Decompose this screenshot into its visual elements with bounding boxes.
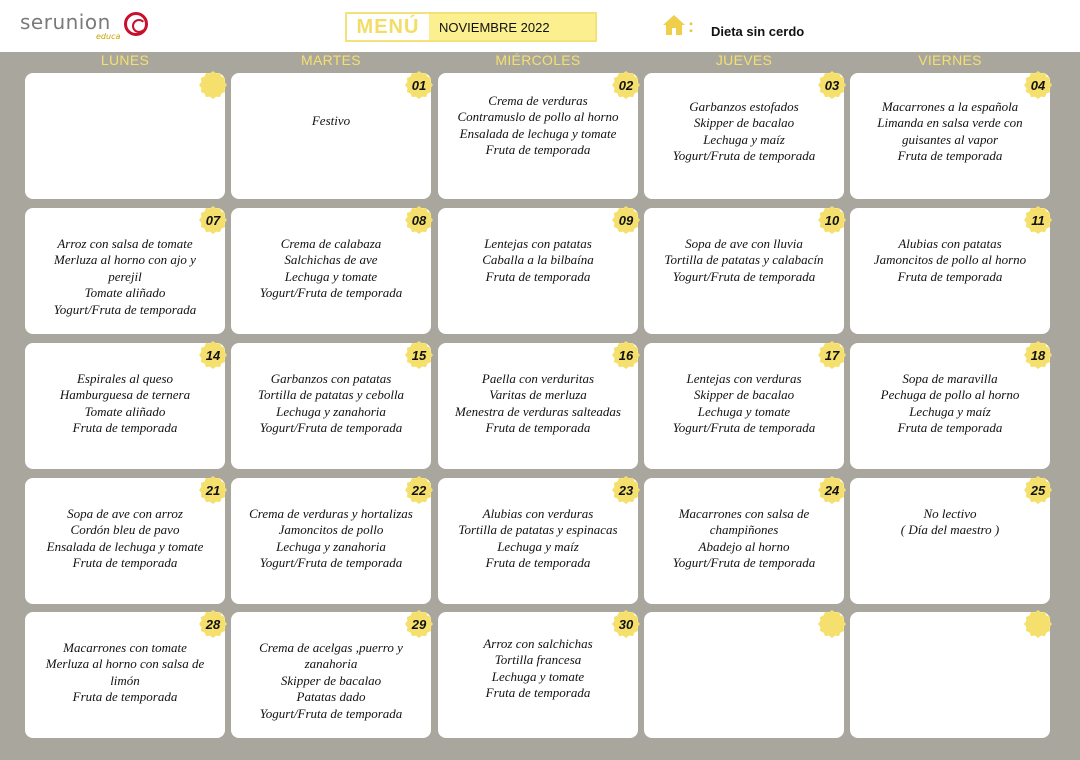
menu-dish: Tomate aliñado [84,285,166,301]
menu-dish: Merluza al horno con salsa de [45,656,205,672]
menu-dish: Merluza al horno con ajo y [54,252,196,268]
day-number: 23 [618,482,634,498]
menu-day-cell [644,343,844,469]
menu-day-cell [438,612,638,738]
home-icon [662,14,686,36]
day-number-badge [199,610,227,638]
menu-text [237,640,425,722]
menu-day-cell [644,73,844,199]
menu-text [444,236,632,285]
header-bar [0,0,1080,52]
day-number-badge [818,71,846,99]
weekday-header-3: JUEVES [715,52,773,68]
day-seal-icon [199,71,227,99]
menu-dish: Tortilla de patatas y cebolla [257,387,405,403]
menu-day-cell [25,208,225,334]
day-number: 21 [205,482,221,498]
day-number-badge [1024,206,1052,234]
menu-dish: champiñones [709,522,779,538]
menu-day-cell [25,343,225,469]
menu-dish: guisantes al vapor [901,131,999,147]
menu-text [856,371,1044,437]
menu-dish: Salchichas de ave [284,252,378,268]
menu-dish: zanahoria [304,656,358,672]
menu-dish: Varitas de merluza [489,387,587,403]
menu-day-cell [644,208,844,334]
day-number-badge [405,476,433,504]
menu-text [650,506,838,572]
menu-day-cell [850,343,1050,469]
menu-day-cell [850,612,1050,738]
menu-dish: Lechuga y zanahoria [276,538,386,554]
menu-dish: Lechuga y maíz [497,538,579,554]
menu-dish: Fruta de temporada [72,689,178,705]
menu-dish: Fruta de temporada [485,142,591,158]
menu-dish: Tortilla francesa [494,652,582,668]
day-number-badge [1024,610,1052,638]
menu-dish: Macarrones con salsa de [678,506,810,521]
weekday-header-4: VIERNES [918,52,982,68]
menu-day-cell [25,73,225,199]
menu-text [31,506,219,572]
day-number-badge [818,341,846,369]
day-number: 11 [1031,212,1045,228]
home-colon: : [688,16,694,36]
menu-dish: Yogurt/Fruta de temporada [53,301,197,317]
menu-dish: Abadejo al horno [698,538,790,554]
menu-dish: Skipper de bacalao [693,387,795,403]
day-number: 01 [411,77,427,93]
menu-dish: Tortilla de patatas y calabacín [664,252,824,268]
menu-title-badge [345,12,597,42]
day-number-badge [405,71,433,99]
menu-dish: Ensalada de lechuga y tomate [459,125,617,141]
menu-day-cell [850,478,1050,604]
menu-text [650,371,838,437]
menu-dish: Alubias con patatas [898,236,1002,251]
day-number-badge [612,476,640,504]
menu-dish: Yogurt/Fruta de temporada [259,285,403,301]
day-number-badge [405,341,433,369]
day-number-badge [1024,71,1052,99]
menu-dish: Jamoncitos de pollo al horno [873,252,1027,268]
menu-text [444,93,632,159]
menu-dish: Crema de acelgas ,puerro y [259,640,403,655]
day-number: 28 [205,616,221,632]
menu-dish: Fruta de temporada [485,268,591,284]
day-number: 29 [411,616,427,632]
day-number: 10 [824,212,840,228]
day-number-badge [405,206,433,234]
day-number: 09 [618,212,634,228]
menu-dish: Fruta de temporada [897,268,1003,284]
menu-dish: Lechuga y maíz [909,403,991,419]
menu-dish: Crema de verduras [488,93,588,108]
day-number: 18 [1030,347,1046,363]
menu-dish: Yogurt/Fruta de temporada [672,148,816,164]
menu-day-cell [25,478,225,604]
menu-dish: Espirales al queso [76,371,174,386]
menu-text [856,506,1044,539]
day-number-badge [818,206,846,234]
menu-dish: Pechuga de pollo al horno [880,387,1020,403]
menu-dish: Crema de verduras y hortalizas [249,506,413,521]
serunion-logo-mark-icon [124,12,148,36]
day-number: 14 [205,347,221,363]
menu-dish: limón [110,672,140,688]
menu-dish: Sopa de ave con arroz [67,506,183,521]
menu-day-cell [850,73,1050,199]
menu-dish: perejil [108,268,142,284]
day-number: 30 [618,616,634,632]
day-number: 08 [411,212,427,228]
day-number-badge [199,476,227,504]
menu-dish: Hamburguesa de ternera [59,387,191,403]
menu-dish: Yogurt/Fruta de temporada [672,420,816,436]
day-number-badge [612,341,640,369]
day-seal-icon [818,610,846,638]
menu-day-cell [231,343,431,469]
menu-dish: Sopa de maravilla [902,371,998,386]
menu-dish: ( Día del maestro ) [900,522,1000,538]
menu-dish: Crema de calabaza [280,236,382,251]
menu-dish: Ensalada de lechuga y tomate [46,538,204,554]
menu-text [31,371,219,437]
menu-day-cell [231,73,431,199]
day-number-badge [1024,476,1052,504]
menu-dish: Yogurt/Fruta de temporada [259,420,403,436]
menu-text [237,371,425,437]
day-number: 24 [824,482,840,498]
menu-dish: Jamoncitos de pollo [278,522,384,538]
menu-dish: Fruta de temporada [72,420,178,436]
weekday-header-1: MARTES [301,52,361,68]
weekday-header-2: MIÉRCOLES [495,52,581,68]
menu-dish: Yogurt/Fruta de temporada [259,705,403,721]
menu-day-cell [438,208,638,334]
menu-dish: Cordón bleu de pavo [70,522,180,538]
day-number-badge [818,476,846,504]
menu-dish: Patatas dado [296,689,366,705]
menu-text [237,113,425,129]
menu-dish: Limanda en salsa verde con [877,115,1023,131]
menu-dish: Fruta de temporada [485,555,591,571]
menu-word: MENÚ [347,14,429,40]
day-number: 02 [618,77,634,93]
menu-dish: Yogurt/Fruta de temporada [672,268,816,284]
menu-dish: Yogurt/Fruta de temporada [672,555,816,571]
menu-text [444,506,632,572]
day-number: 04 [1030,77,1046,93]
menu-dish: Lentejas con verduras [686,371,802,386]
day-number-badge [1024,341,1052,369]
menu-dish: Garbanzos estofados [689,99,799,114]
menu-dish: Caballa a la bilbaína [482,252,594,268]
day-seal-icon [1024,610,1052,638]
menu-text [237,236,425,302]
day-number-badge [405,610,433,638]
menu-dish: Macarrones con tomate [63,640,187,655]
logo-subtitle: educa [96,32,121,41]
menu-text [856,236,1044,285]
menu-day-cell [644,612,844,738]
menu-dish: Fruta de temporada [485,685,591,701]
menu-dish: Fruta de temporada [897,420,1003,436]
menu-day-cell [231,208,431,334]
menu-text [650,236,838,285]
menu-dish: Skipper de bacalao [693,115,795,131]
menu-day-cell [438,73,638,199]
menu-dish: Lechuga y tomate [284,268,378,284]
menu-dish: Paella con verduritas [481,371,595,386]
menu-dish: Fruta de temporada [485,420,591,436]
menu-month: NOVIEMBRE 2022 [439,19,550,35]
menu-dish: Menestra de verduras salteadas [455,403,621,419]
menu-dish: Lechuga y tomate [491,668,585,684]
menu-day-cell [438,478,638,604]
menu-dish: Arroz con salchichas [483,636,593,651]
menu-dish: Macarrones a la española [881,99,1019,114]
weekday-header-0: LUNES [100,52,150,68]
day-number-badge [818,610,846,638]
menu-dish: Fruta de temporada [897,148,1003,164]
menu-text [650,99,838,165]
menu-text [444,371,632,437]
menu-dish: No lectivo [923,506,977,521]
menu-day-cell [438,343,638,469]
day-number: 03 [824,77,840,93]
menu-day-cell [850,208,1050,334]
menu-dish: Contramuslo de pollo al horno [457,109,619,125]
menu-dish: Skipper de bacalao [280,672,382,688]
day-number: 16 [618,347,634,363]
menu-dish: Lentejas con patatas [484,236,592,251]
day-number: 07 [205,212,221,228]
day-number: 15 [411,347,427,363]
menu-dish: Lechuga y tomate [697,403,791,419]
serunion-logo: serunion [20,10,111,34]
menu-day-cell [25,612,225,738]
diet-label: Dieta sin cerdo [711,24,805,39]
day-number-badge [612,206,640,234]
menu-dish: Lechuga y zanahoria [276,403,386,419]
menu-dish: Lechuga y maíz [703,131,785,147]
menu-day-cell [231,478,431,604]
day-number: 25 [1030,482,1046,498]
menu-text [31,236,219,318]
day-number-badge [199,206,227,234]
day-number: 22 [411,482,427,498]
day-number: 17 [824,347,840,363]
menu-dish: Yogurt/Fruta de temporada [259,555,403,571]
day-number-badge [199,341,227,369]
menu-text [856,99,1044,165]
menu-dish: Festivo [311,113,351,128]
menu-day-cell [644,478,844,604]
menu-text [237,506,425,572]
menu-dish: Sopa de ave con lluvia [685,236,803,251]
menu-text [444,636,632,702]
menu-dish: Alubias con verduras [482,506,594,521]
menu-text [31,640,219,706]
menu-dish: Arroz con salsa de tomate [57,236,193,251]
menu-dish: Tortilla de patatas y espinacas [458,522,618,538]
menu-dish: Garbanzos con patatas [270,371,392,386]
menu-dish: Tomate aliñado [84,403,166,419]
menu-day-cell [231,612,431,738]
menu-dish: Fruta de temporada [72,555,178,571]
day-number-badge [612,610,640,638]
day-number-badge [199,71,227,99]
